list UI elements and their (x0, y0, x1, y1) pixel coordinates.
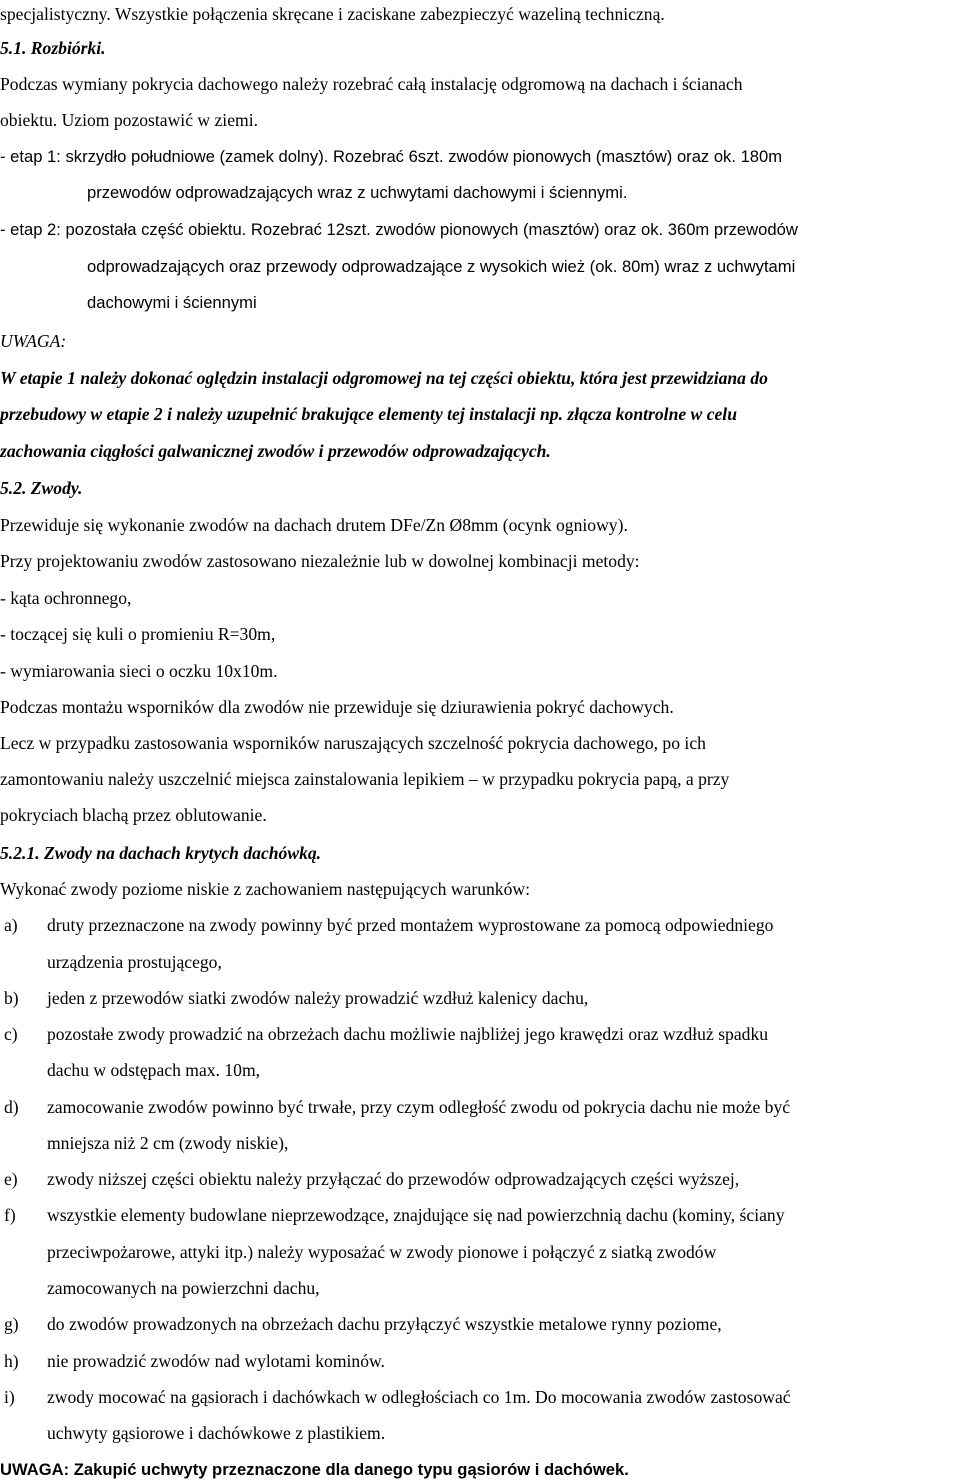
list-marker: i) (4, 1387, 15, 1407)
text-line: Przewiduje się wykonanie zwodów na dachach drutem DFe/Zn Ø8mm (ocynk ogniowy). (0, 515, 628, 535)
note-text: zachowania ciągłości galwanicznej zwodów i przewodów odprowadzających. (0, 441, 551, 461)
list-item-text: zamocowanych na powierzchni dachu, (47, 1278, 320, 1298)
list-marker: f) (4, 1205, 16, 1225)
section-heading-5-1: 5.1. Rozbiórki. (0, 38, 106, 58)
section-heading-5-2: 5.2. Zwody. (0, 478, 83, 498)
list-marker: a) (4, 915, 18, 935)
text-line: zamontowaniu należy uszczelnić miejsca zainstalowania lepikiem – w przypadku pokrycia papą, a przy (0, 769, 730, 789)
stage-1-line-cont: przewodów odprowadzających wraz z uchwytami dachowymi i ściennymi. (87, 183, 628, 202)
text-line: Przy projektowaniu zwodów zastosowano niezależnie lub w dowolnej kombinacji metody: (0, 551, 640, 571)
list-marker: g) (4, 1314, 19, 1334)
list-item-text: zwody mocować na gąsiorach i dachówkach w odległościach co 1m. Do mocowania zwodów zastosować (47, 1387, 791, 1407)
text-line: obiektu. Uziom pozostawić w ziemi. (0, 110, 258, 130)
list-item-text: wszystkie elementy budowlane nieprzewodzące, znajdujące się nad powierzchnią dachu (kominy, ściany (47, 1205, 785, 1225)
stage-2-line: - etap 2: pozostała część obiektu. Rozebrać 12szt. zwodów pionowych (masztów) oraz ok. 360m przewodów (0, 220, 798, 239)
list-item-text: jeden z przewodów siatki zwodów należy prowadzić wzdłuż kalenicy dachu, (47, 988, 589, 1008)
method-item: - kąta ochronnego, (0, 588, 132, 608)
stage-2-line-cont: dachowymi i ściennymi (87, 293, 257, 312)
list-item-text: dachu w odstępach max. 10m, (47, 1060, 261, 1080)
final-note: UWAGA: Zakupić uchwyty przeznaczone dla danego typu gąsiorów i dachówek. (0, 1460, 629, 1479)
list-item-text: zwody niższej części obiektu należy przyłączać do przewodów odprowadzających części wyższej, (47, 1169, 740, 1189)
text-line: specjalistyczny. Wszystkie połączenia skręcane i zaciskane zabezpieczyć wazeliną techniczną. (0, 4, 665, 24)
list-item-text: urządzenia prostującego, (47, 952, 222, 972)
list-item-text: pozostałe zwody prowadzić na obrzeżach dachu możliwie najbliżej jego krawędzi oraz wzdłuż spadku (47, 1024, 769, 1044)
note-label: UWAGA: (0, 331, 67, 351)
list-marker: c) (4, 1024, 18, 1044)
method-item: - toczącej się kuli o promieniu R=30m, (0, 624, 276, 644)
text-line: pokryciach blachą przez oblutowanie. (0, 805, 267, 825)
text-line: Podczas wymiany pokrycia dachowego należy rozebrać całą instalację odgromową na dachach i ścianach (0, 74, 743, 94)
list-item-text: uchwyty gąsiorowe i dachówkowe z plastikiem. (47, 1423, 386, 1443)
list-item-text: nie prowadzić zwodów nad wylotami kominów. (47, 1351, 385, 1371)
stage-2-line-cont: odprowadzających oraz przewody odprowadzające z wysokich wież (ok. 80m) wraz z uchwytami (87, 257, 796, 276)
list-item-text: zamocowanie zwodów powinno być trwałe, przy czym odległość zwodu od pokrycia dachu nie może być (47, 1097, 791, 1117)
list-item-text: do zwodów prowadzonych na obrzeżach dachu przyłączyć wszystkie metalowe rynny poziome, (47, 1314, 722, 1334)
list-marker: e) (4, 1169, 18, 1189)
list-marker: h) (4, 1351, 19, 1371)
text-line: Wykonać zwody poziome niskie z zachowaniem następujących warunków: (0, 879, 530, 899)
list-marker: b) (4, 988, 19, 1008)
section-heading-5-2-1: 5.2.1. Zwody na dachach krytych dachówką. (0, 843, 322, 863)
list-item-text: przeciwpożarowe, attyki itp.) należy wyposażać w zwody pionowe i połączyć z siatką zwodów (47, 1242, 717, 1262)
list-marker: d) (4, 1097, 19, 1117)
note-text: W etapie 1 należy dokonać oględzin instalacji odgromowej na tej części obiektu, która jest przewidziana do (0, 368, 768, 388)
list-item-text: mniejsza niż 2 cm (zwody niskie), (47, 1133, 289, 1153)
note-text: przebudowy w etapie 2 i należy uzupełnić brakujące elementy tej instalacji np. złącza kontrolne w celu (0, 404, 737, 424)
list-item-text: druty przeznaczone na zwody powinny być przed montażem wyprostowane za pomocą odpowiedniego (47, 915, 774, 935)
method-item: - wymiarowania sieci o oczku 10x10m. (0, 661, 278, 681)
text-line: Lecz w przypadku zastosowania wsporników naruszających szczelność pokrycia dachowego, po ich (0, 733, 706, 753)
stage-1-line: - etap 1: skrzydło południowe (zamek dolny). Rozebrać 6szt. zwodów pionowych (masztów) oraz ok. 180m (0, 147, 783, 166)
text-line: Podczas montażu wsporników dla zwodów nie przewiduje się dziurawienia pokryć dachowych. (0, 697, 674, 717)
